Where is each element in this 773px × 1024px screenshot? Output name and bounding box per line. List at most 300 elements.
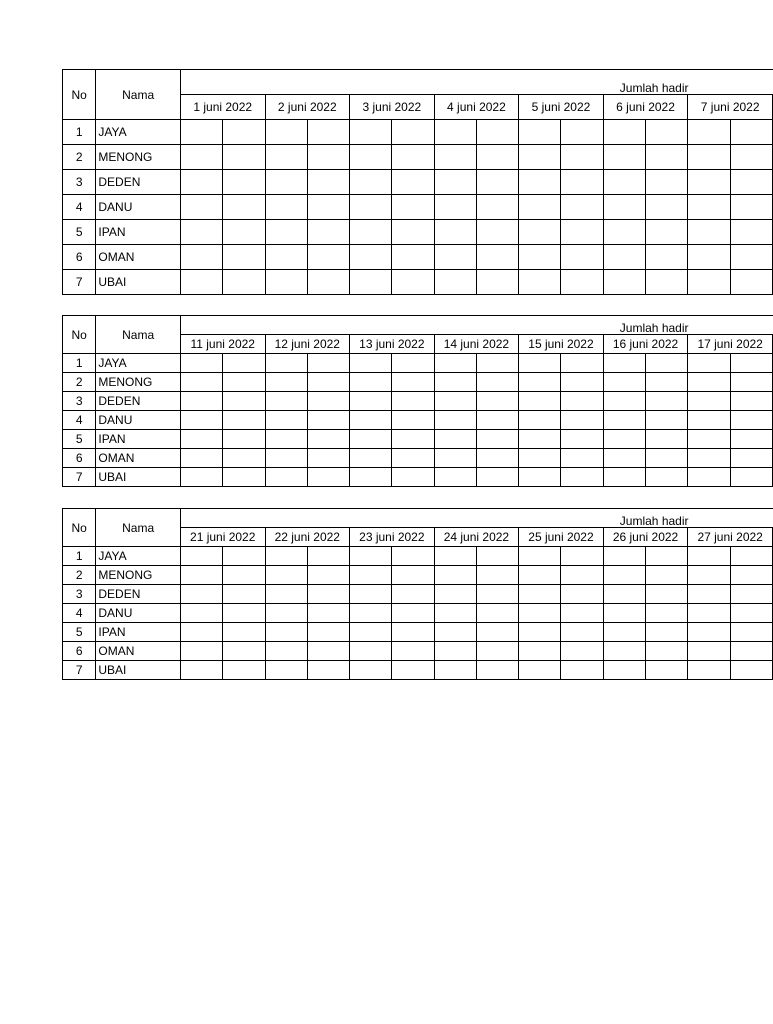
attendance-cell[interactable] xyxy=(688,566,730,585)
attendance-cell[interactable] xyxy=(307,604,349,623)
attendance-cell[interactable] xyxy=(730,547,772,566)
attendance-cell[interactable] xyxy=(688,354,730,373)
attendance-cell[interactable] xyxy=(476,145,518,170)
attendance-cell[interactable] xyxy=(180,120,222,145)
attendance-cell[interactable] xyxy=(646,547,688,566)
attendance-cell[interactable] xyxy=(519,623,561,642)
attendance-cell[interactable] xyxy=(603,449,645,468)
attendance-cell[interactable] xyxy=(223,468,265,487)
attendance-cell[interactable] xyxy=(265,547,307,566)
attendance-cell[interactable] xyxy=(265,392,307,411)
attendance-cell[interactable] xyxy=(476,604,518,623)
header-jumlah-hadir: Jumlah hadir xyxy=(180,316,772,335)
attendance-cell[interactable] xyxy=(223,170,265,195)
attendance-cell[interactable] xyxy=(646,195,688,220)
attendance-cell[interactable] xyxy=(561,120,603,145)
attendance-cell[interactable] xyxy=(180,661,222,680)
attendance-cell[interactable] xyxy=(561,430,603,449)
attendance-cell[interactable] xyxy=(307,468,349,487)
attendance-cell[interactable] xyxy=(730,430,772,449)
attendance-cell[interactable] xyxy=(603,145,645,170)
row-number: 4 xyxy=(63,604,96,623)
attendance-cell[interactable] xyxy=(603,566,645,585)
attendance-cell[interactable] xyxy=(265,642,307,661)
attendance-cell[interactable] xyxy=(392,566,434,585)
attendance-cell[interactable] xyxy=(265,373,307,392)
attendance-cell[interactable] xyxy=(434,430,476,449)
attendance-cell[interactable] xyxy=(350,449,392,468)
attendance-cell[interactable] xyxy=(646,566,688,585)
date-header: 2 juni 2022 xyxy=(265,95,350,120)
attendance-cell[interactable] xyxy=(561,547,603,566)
attendance-cell[interactable] xyxy=(519,220,561,245)
attendance-cell[interactable] xyxy=(392,411,434,430)
attendance-cell[interactable] xyxy=(392,392,434,411)
attendance-cell[interactable] xyxy=(307,585,349,604)
attendance-cell[interactable] xyxy=(476,392,518,411)
attendance-cell[interactable] xyxy=(603,220,645,245)
attendance-cell[interactable] xyxy=(603,604,645,623)
attendance-cell[interactable] xyxy=(519,145,561,170)
attendance-cell[interactable] xyxy=(307,392,349,411)
attendance-cell[interactable] xyxy=(730,170,772,195)
attendance-cell[interactable] xyxy=(646,623,688,642)
attendance-cell[interactable] xyxy=(646,411,688,430)
attendance-cell[interactable] xyxy=(392,604,434,623)
attendance-cell[interactable] xyxy=(688,430,730,449)
attendance-cell[interactable] xyxy=(688,245,730,270)
attendance-cell[interactable] xyxy=(180,468,222,487)
attendance-cell[interactable] xyxy=(688,468,730,487)
attendance-cell[interactable] xyxy=(519,547,561,566)
attendance-cell[interactable] xyxy=(688,661,730,680)
attendance-cell[interactable] xyxy=(350,245,392,270)
attendance-cell[interactable] xyxy=(603,354,645,373)
attendance-cell[interactable] xyxy=(307,449,349,468)
attendance-cell[interactable] xyxy=(603,661,645,680)
attendance-cell[interactable] xyxy=(434,195,476,220)
attendance-cell[interactable] xyxy=(434,566,476,585)
attendance-cell[interactable] xyxy=(519,661,561,680)
attendance-cell[interactable] xyxy=(350,566,392,585)
attendance-cell[interactable] xyxy=(688,145,730,170)
attendance-cell[interactable] xyxy=(476,354,518,373)
attendance-cell[interactable] xyxy=(561,373,603,392)
attendance-cell[interactable] xyxy=(307,411,349,430)
attendance-cell[interactable] xyxy=(180,623,222,642)
attendance-cell[interactable] xyxy=(392,270,434,295)
table-row xyxy=(63,145,773,170)
attendance-cell[interactable] xyxy=(265,585,307,604)
attendance-cell[interactable] xyxy=(730,566,772,585)
attendance-cell[interactable] xyxy=(307,354,349,373)
attendance-cell[interactable] xyxy=(688,642,730,661)
attendance-cell[interactable] xyxy=(730,411,772,430)
attendance-cell[interactable] xyxy=(350,604,392,623)
attendance-cell[interactable] xyxy=(730,604,772,623)
attendance-cell[interactable] xyxy=(265,170,307,195)
attendance-cell[interactable] xyxy=(519,392,561,411)
attendance-cell[interactable] xyxy=(603,642,645,661)
attendance-cell[interactable] xyxy=(307,430,349,449)
attendance-cell[interactable] xyxy=(265,195,307,220)
attendance-cell[interactable] xyxy=(434,623,476,642)
attendance-cell[interactable] xyxy=(646,170,688,195)
attendance-cell[interactable] xyxy=(392,468,434,487)
attendance-cell[interactable] xyxy=(350,220,392,245)
attendance-cell[interactable] xyxy=(688,373,730,392)
attendance-cell[interactable] xyxy=(434,354,476,373)
attendance-cell[interactable] xyxy=(476,642,518,661)
attendance-cell[interactable] xyxy=(180,270,222,295)
attendance-cell[interactable] xyxy=(434,604,476,623)
attendance-cell[interactable] xyxy=(307,170,349,195)
attendance-cell[interactable] xyxy=(180,411,222,430)
attendance-cell[interactable] xyxy=(519,354,561,373)
attendance-cell[interactable] xyxy=(180,547,222,566)
attendance-cell[interactable] xyxy=(307,270,349,295)
attendance-cell[interactable] xyxy=(646,245,688,270)
attendance-cell[interactable] xyxy=(265,661,307,680)
attendance-cell[interactable] xyxy=(561,468,603,487)
attendance-cell[interactable] xyxy=(646,604,688,623)
attendance-cell[interactable] xyxy=(392,220,434,245)
attendance-cell[interactable] xyxy=(265,220,307,245)
attendance-cell[interactable] xyxy=(350,354,392,373)
attendance-cell[interactable] xyxy=(561,220,603,245)
attendance-cell[interactable] xyxy=(730,120,772,145)
attendance-cell[interactable] xyxy=(688,120,730,145)
attendance-cell[interactable] xyxy=(350,120,392,145)
attendance-cell[interactable] xyxy=(561,623,603,642)
attendance-cell[interactable] xyxy=(350,145,392,170)
attendance-cell[interactable] xyxy=(307,547,349,566)
attendance-cell[interactable] xyxy=(603,245,645,270)
attendance-cell[interactable] xyxy=(350,468,392,487)
attendance-cell[interactable] xyxy=(265,245,307,270)
attendance-cell[interactable] xyxy=(688,195,730,220)
attendance-cell[interactable] xyxy=(476,373,518,392)
attendance-cell[interactable] xyxy=(646,220,688,245)
attendance-cell[interactable] xyxy=(180,170,222,195)
attendance-cell[interactable] xyxy=(223,195,265,220)
attendance-cell[interactable] xyxy=(688,449,730,468)
attendance-cell[interactable] xyxy=(223,245,265,270)
attendance-cell[interactable] xyxy=(519,195,561,220)
attendance-cell[interactable] xyxy=(688,270,730,295)
attendance-cell[interactable] xyxy=(688,623,730,642)
attendance-cell[interactable] xyxy=(519,430,561,449)
attendance-cell[interactable] xyxy=(603,373,645,392)
attendance-cell[interactable] xyxy=(434,245,476,270)
attendance-cell[interactable] xyxy=(561,585,603,604)
attendance-cell[interactable] xyxy=(476,585,518,604)
attendance-cell[interactable] xyxy=(561,449,603,468)
attendance-cell[interactable] xyxy=(646,354,688,373)
attendance-cell[interactable] xyxy=(646,642,688,661)
attendance-cell[interactable] xyxy=(603,585,645,604)
attendance-cell[interactable] xyxy=(476,270,518,295)
attendance-cell[interactable] xyxy=(223,585,265,604)
attendance-cell[interactable] xyxy=(476,468,518,487)
attendance-cell[interactable] xyxy=(180,392,222,411)
attendance-cell[interactable] xyxy=(223,566,265,585)
attendance-cell[interactable] xyxy=(476,195,518,220)
attendance-cell[interactable] xyxy=(519,120,561,145)
attendance-cell[interactable] xyxy=(730,195,772,220)
attendance-cell[interactable] xyxy=(603,623,645,642)
attendance-cell[interactable] xyxy=(223,661,265,680)
attendance-cell[interactable] xyxy=(350,642,392,661)
attendance-cell[interactable] xyxy=(307,642,349,661)
attendance-cell[interactable] xyxy=(350,430,392,449)
attendance-cell[interactable] xyxy=(265,354,307,373)
attendance-cell[interactable] xyxy=(265,623,307,642)
attendance-cell[interactable] xyxy=(350,661,392,680)
attendance-cell[interactable] xyxy=(180,566,222,585)
attendance-cell[interactable] xyxy=(730,623,772,642)
attendance-cell[interactable] xyxy=(730,245,772,270)
attendance-cell[interactable] xyxy=(307,661,349,680)
attendance-cell[interactable] xyxy=(392,373,434,392)
attendance-cell[interactable] xyxy=(476,220,518,245)
attendance-cell[interactable] xyxy=(434,642,476,661)
attendance-cell[interactable] xyxy=(434,392,476,411)
attendance-cell[interactable] xyxy=(223,270,265,295)
attendance-cell[interactable] xyxy=(434,411,476,430)
attendance-cell[interactable] xyxy=(476,411,518,430)
attendance-cell[interactable] xyxy=(392,430,434,449)
attendance-cell[interactable] xyxy=(350,623,392,642)
attendance-cell[interactable] xyxy=(561,411,603,430)
attendance-cell[interactable] xyxy=(223,449,265,468)
attendance-cell[interactable] xyxy=(519,245,561,270)
attendance-cell[interactable] xyxy=(603,547,645,566)
attendance-cell[interactable] xyxy=(519,566,561,585)
attendance-cell[interactable] xyxy=(180,245,222,270)
attendance-cell[interactable] xyxy=(519,270,561,295)
attendance-cell[interactable] xyxy=(603,392,645,411)
attendance-cell[interactable] xyxy=(561,604,603,623)
attendance-cell[interactable] xyxy=(180,373,222,392)
attendance-cell[interactable] xyxy=(392,661,434,680)
attendance-cell[interactable] xyxy=(519,170,561,195)
attendance-cell[interactable] xyxy=(350,392,392,411)
attendance-cell[interactable] xyxy=(350,547,392,566)
attendance-cell[interactable] xyxy=(646,468,688,487)
attendance-cell[interactable] xyxy=(603,430,645,449)
attendance-cell[interactable] xyxy=(561,245,603,270)
attendance-cell[interactable] xyxy=(392,120,434,145)
attendance-cell[interactable] xyxy=(730,270,772,295)
attendance-cell[interactable] xyxy=(307,145,349,170)
attendance-cell[interactable] xyxy=(223,623,265,642)
attendance-cell[interactable] xyxy=(307,120,349,145)
attendance-cell[interactable] xyxy=(561,661,603,680)
attendance-cell[interactable] xyxy=(730,220,772,245)
attendance-cell[interactable] xyxy=(476,245,518,270)
attendance-cell[interactable] xyxy=(265,604,307,623)
attendance-cell[interactable] xyxy=(519,449,561,468)
attendance-cell[interactable] xyxy=(307,195,349,220)
attendance-cell[interactable] xyxy=(476,661,518,680)
attendance-cell[interactable] xyxy=(688,170,730,195)
attendance-cell[interactable] xyxy=(476,566,518,585)
attendance-cell[interactable] xyxy=(265,270,307,295)
attendance-cell[interactable] xyxy=(434,585,476,604)
attendance-cell[interactable] xyxy=(646,661,688,680)
attendance-cell[interactable] xyxy=(265,449,307,468)
attendance-cell[interactable] xyxy=(180,354,222,373)
attendance-cell[interactable] xyxy=(519,468,561,487)
attendance-cell[interactable] xyxy=(350,170,392,195)
attendance-cell[interactable] xyxy=(434,373,476,392)
attendance-cell[interactable] xyxy=(688,220,730,245)
attendance-cell[interactable] xyxy=(223,430,265,449)
attendance-cell[interactable] xyxy=(392,354,434,373)
attendance-cell[interactable] xyxy=(307,220,349,245)
attendance-cell[interactable] xyxy=(392,245,434,270)
attendance-cell[interactable] xyxy=(392,195,434,220)
attendance-cell[interactable] xyxy=(180,642,222,661)
attendance-cell[interactable] xyxy=(434,220,476,245)
attendance-cell[interactable] xyxy=(350,373,392,392)
attendance-cell[interactable] xyxy=(434,120,476,145)
attendance-cell[interactable] xyxy=(688,604,730,623)
attendance-cell[interactable] xyxy=(476,623,518,642)
date-header: 16 juni 2022 xyxy=(603,335,688,354)
attendance-cell[interactable] xyxy=(561,195,603,220)
attendance-cell[interactable] xyxy=(180,604,222,623)
attendance-cell[interactable] xyxy=(561,145,603,170)
attendance-cell[interactable] xyxy=(265,120,307,145)
attendance-cell[interactable] xyxy=(265,430,307,449)
attendance-cell[interactable] xyxy=(434,449,476,468)
attendance-cell[interactable] xyxy=(307,373,349,392)
attendance-cell[interactable] xyxy=(730,145,772,170)
attendance-cell[interactable] xyxy=(646,585,688,604)
attendance-cell[interactable] xyxy=(646,449,688,468)
attendance-cell[interactable] xyxy=(180,430,222,449)
attendance-cell[interactable] xyxy=(519,585,561,604)
attendance-cell[interactable] xyxy=(350,270,392,295)
attendance-cell[interactable] xyxy=(730,661,772,680)
attendance-cell[interactable] xyxy=(519,642,561,661)
attendance-cell[interactable] xyxy=(434,468,476,487)
attendance-cell[interactable] xyxy=(265,468,307,487)
attendance-cell[interactable] xyxy=(688,411,730,430)
attendance-cell[interactable] xyxy=(265,145,307,170)
attendance-cell[interactable] xyxy=(688,392,730,411)
attendance-cell[interactable] xyxy=(476,547,518,566)
attendance-cell[interactable] xyxy=(561,270,603,295)
attendance-cell[interactable] xyxy=(476,170,518,195)
attendance-cell[interactable] xyxy=(223,354,265,373)
attendance-cell[interactable] xyxy=(223,145,265,170)
attendance-cell[interactable] xyxy=(392,170,434,195)
attendance-cell[interactable] xyxy=(730,585,772,604)
attendance-cell[interactable] xyxy=(392,449,434,468)
attendance-cell[interactable] xyxy=(223,411,265,430)
attendance-cell[interactable] xyxy=(392,623,434,642)
attendance-cell[interactable] xyxy=(603,270,645,295)
attendance-cell[interactable] xyxy=(434,270,476,295)
attendance-cell[interactable] xyxy=(223,392,265,411)
attendance-cell[interactable] xyxy=(223,220,265,245)
attendance-cell[interactable] xyxy=(223,373,265,392)
attendance-cell[interactable] xyxy=(603,411,645,430)
attendance-cell[interactable] xyxy=(392,547,434,566)
attendance-cell[interactable] xyxy=(561,566,603,585)
attendance-cell[interactable] xyxy=(180,220,222,245)
attendance-cell[interactable] xyxy=(223,120,265,145)
attendance-cell[interactable] xyxy=(519,411,561,430)
attendance-cell[interactable] xyxy=(434,145,476,170)
attendance-cell[interactable] xyxy=(434,170,476,195)
attendance-cell[interactable] xyxy=(603,170,645,195)
attendance-cell[interactable] xyxy=(730,354,772,373)
attendance-cell[interactable] xyxy=(265,566,307,585)
attendance-cell[interactable] xyxy=(688,585,730,604)
attendance-cell[interactable] xyxy=(603,120,645,145)
attendance-cell[interactable] xyxy=(265,411,307,430)
attendance-cell[interactable] xyxy=(730,468,772,487)
attendance-cell[interactable] xyxy=(519,604,561,623)
attendance-cell[interactable] xyxy=(646,270,688,295)
attendance-cell[interactable] xyxy=(434,547,476,566)
attendance-cell[interactable] xyxy=(223,642,265,661)
attendance-cell[interactable] xyxy=(603,468,645,487)
attendance-cell[interactable] xyxy=(392,585,434,604)
attendance-cell[interactable] xyxy=(646,430,688,449)
attendance-cell[interactable] xyxy=(561,392,603,411)
attendance-cell[interactable] xyxy=(223,547,265,566)
date-header: 7 juni 2022 xyxy=(688,95,773,120)
attendance-cell[interactable] xyxy=(180,585,222,604)
attendance-cell[interactable] xyxy=(561,642,603,661)
attendance-cell[interactable] xyxy=(180,449,222,468)
attendance-cell[interactable] xyxy=(730,449,772,468)
attendance-cell[interactable] xyxy=(646,392,688,411)
attendance-cell[interactable] xyxy=(434,661,476,680)
attendance-cell[interactable] xyxy=(476,430,518,449)
attendance-cell[interactable] xyxy=(603,195,645,220)
attendance-cell[interactable] xyxy=(476,120,518,145)
attendance-cell[interactable] xyxy=(392,642,434,661)
attendance-cell[interactable] xyxy=(730,373,772,392)
attendance-cell[interactable] xyxy=(392,145,434,170)
attendance-cell[interactable] xyxy=(688,547,730,566)
attendance-cell[interactable] xyxy=(730,642,772,661)
attendance-cell[interactable] xyxy=(646,373,688,392)
attendance-cell[interactable] xyxy=(307,566,349,585)
attendance-cell[interactable] xyxy=(180,145,222,170)
attendance-cell[interactable] xyxy=(223,604,265,623)
attendance-cell[interactable] xyxy=(646,145,688,170)
attendance-cell[interactable] xyxy=(180,195,222,220)
attendance-cell[interactable] xyxy=(476,449,518,468)
attendance-cell[interactable] xyxy=(307,245,349,270)
attendance-cell[interactable] xyxy=(730,392,772,411)
attendance-cell[interactable] xyxy=(350,585,392,604)
attendance-cell[interactable] xyxy=(519,373,561,392)
attendance-cell[interactable] xyxy=(307,623,349,642)
attendance-cell[interactable] xyxy=(561,170,603,195)
attendance-cell[interactable] xyxy=(350,195,392,220)
attendance-cell[interactable] xyxy=(646,120,688,145)
attendance-cell[interactable] xyxy=(561,354,603,373)
attendance-cell[interactable] xyxy=(350,411,392,430)
